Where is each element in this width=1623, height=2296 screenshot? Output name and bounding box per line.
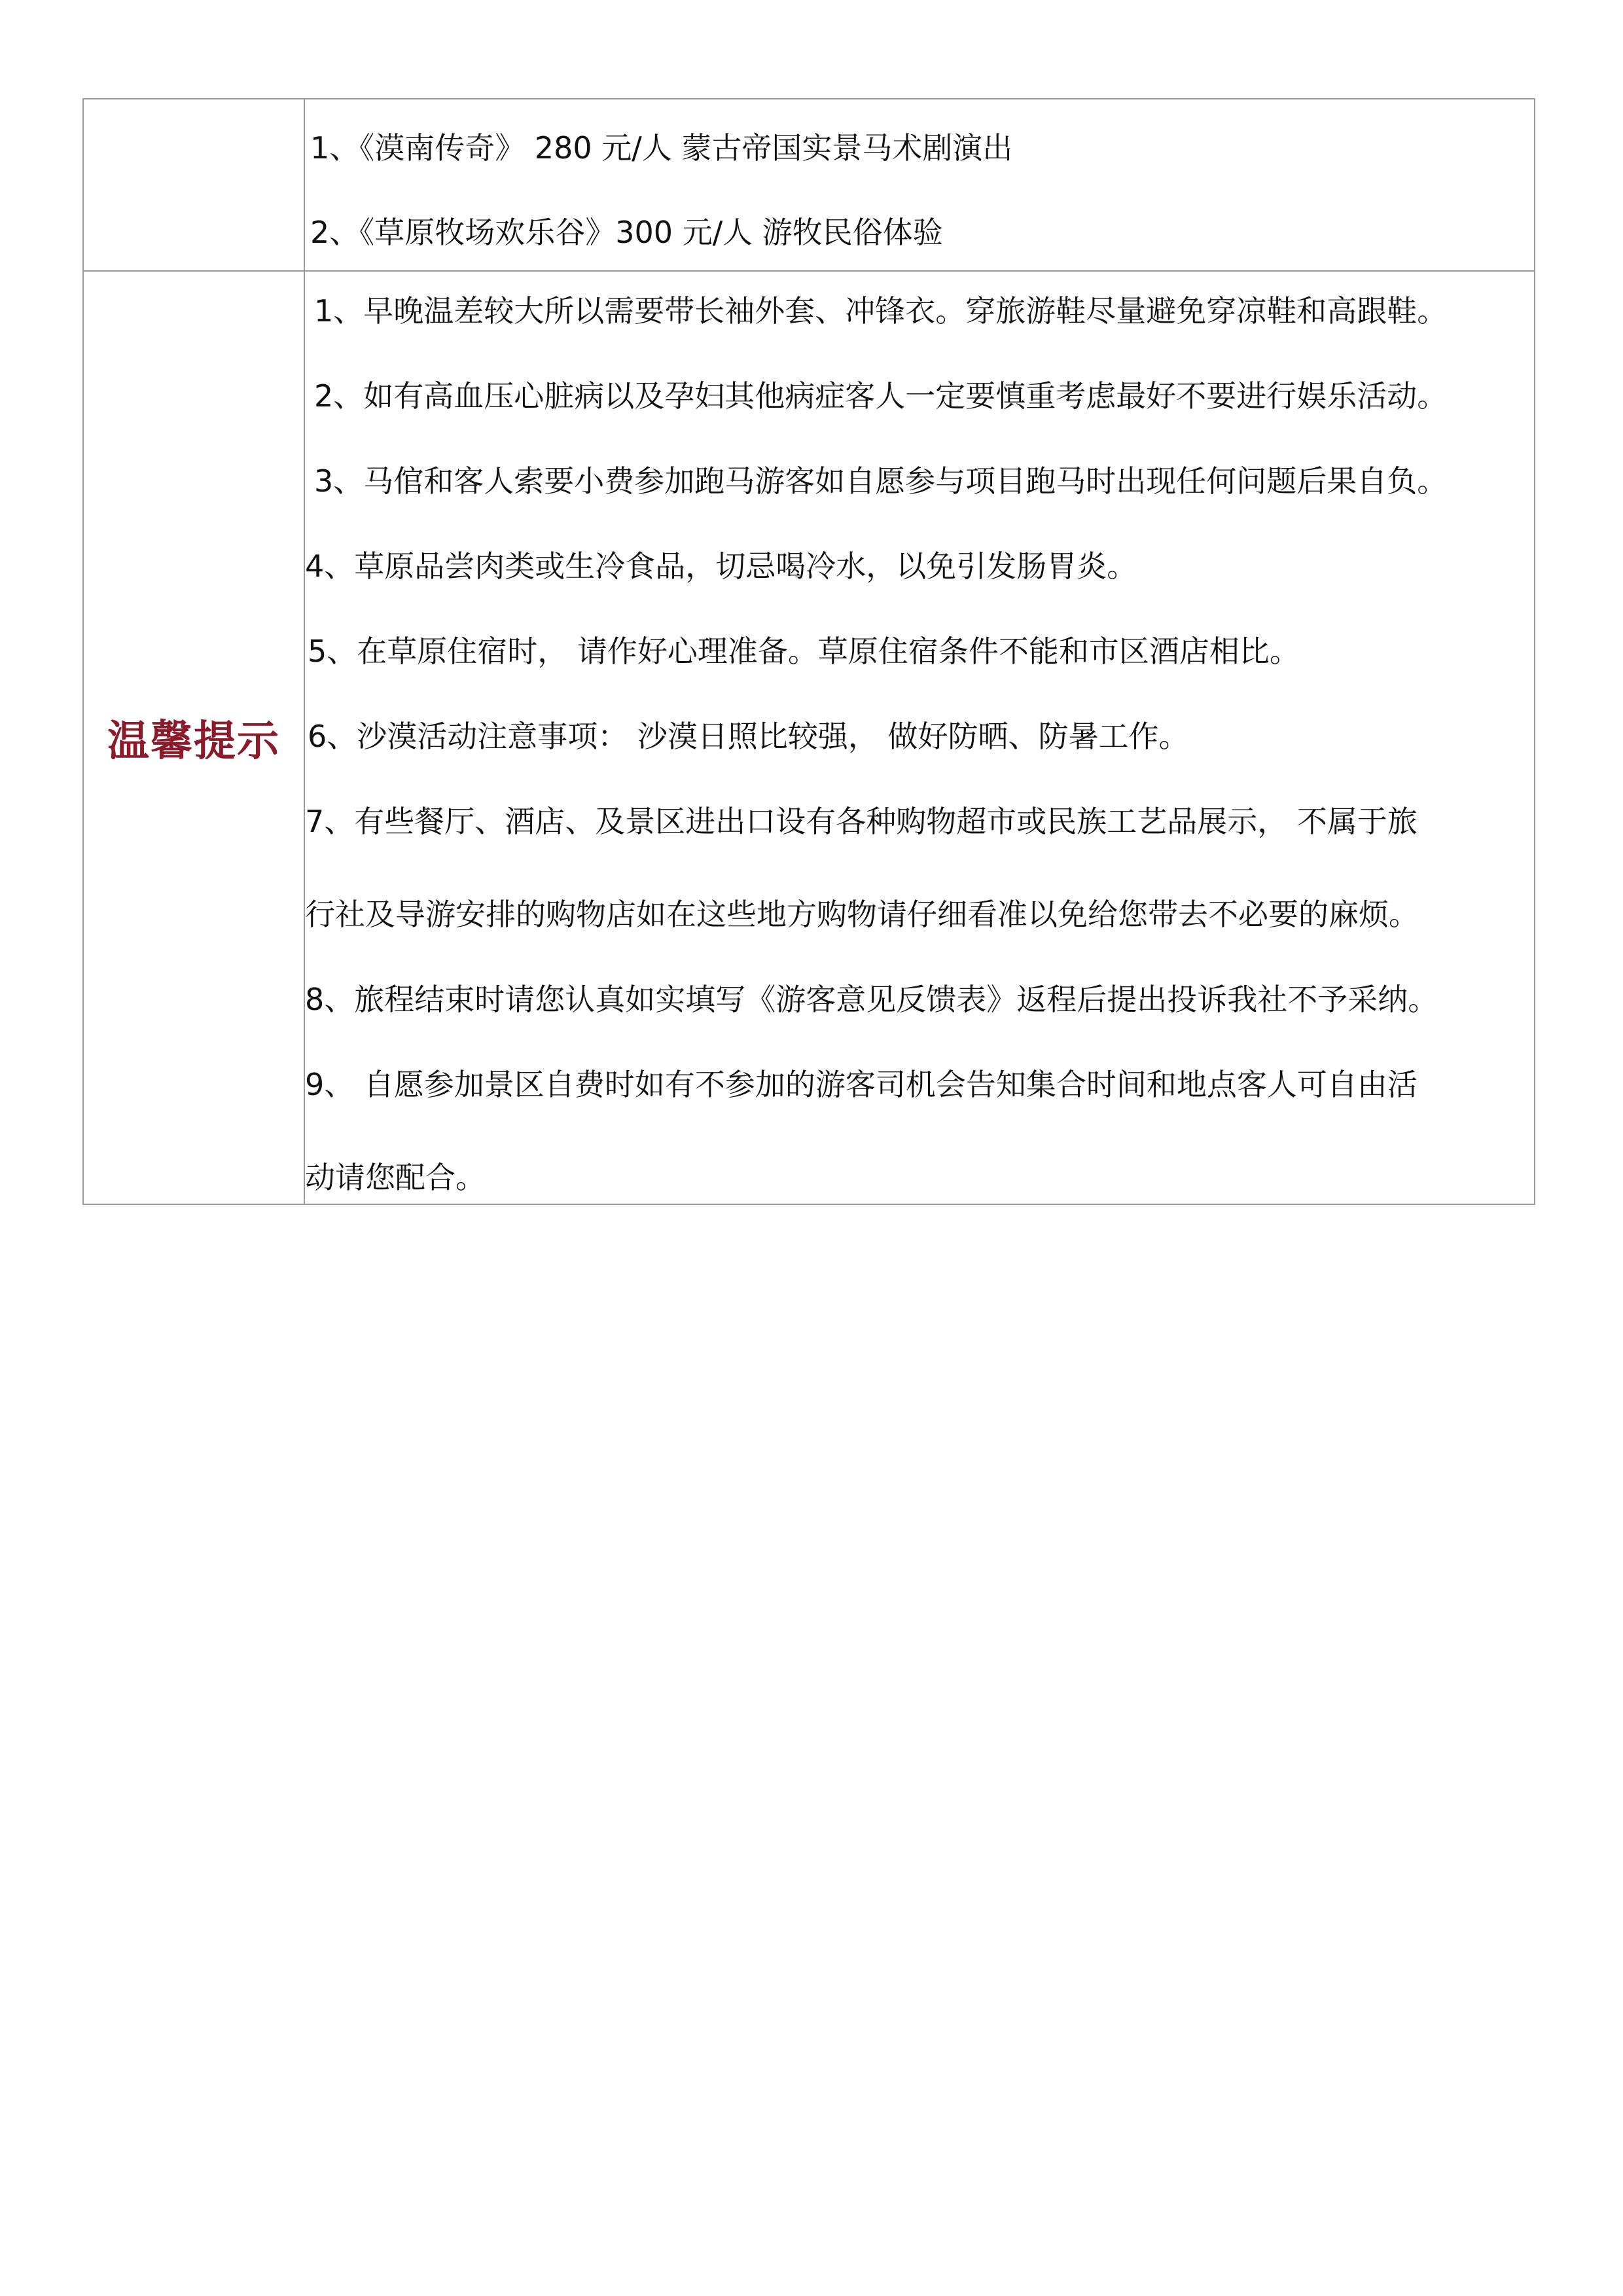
optional-activities-content-cell <box>304 99 1535 271</box>
tips-row <box>83 271 1535 1204</box>
info-table <box>82 98 1535 1205</box>
optional-activities-list <box>305 99 1534 252</box>
optional-activities-row <box>83 99 1535 271</box>
tip-item: 6、沙漠活动注意事项： 沙漠日照比较强， 做好防晒、防暑工作。 <box>308 719 1189 754</box>
tip-item: 1、早晚温差较大所以需要带长袖外套、冲锋衣。穿旅游鞋尽量避免穿凉鞋和高跟鞋。 <box>314 293 1448 329</box>
optional-activities-label-cell <box>83 99 304 271</box>
tip-item: 2、如有高血压心脏病以及孕妇其他病症客人一定要慎重考虑最好不要进行娱乐活动。 <box>314 378 1448 414</box>
optional-item: 1、《漠南传奇》 280 元/人 蒙古帝国实景马术剧演出 <box>310 130 1013 166</box>
tip-item-line: 行社及导游安排的购物店如在这些地方购物请仔细看准以免给您带去不必要的麻烦。 <box>305 897 1419 932</box>
tip-item: 8、旅程结束时请您认真如实填写《游客意见反馈表》返程后提出投诉我社不予采纳。 <box>305 982 1438 1017</box>
tip-item: 5、在草原住宿时， 请作好心理准备。草原住宿条件不能和市区酒店相比。 <box>308 634 1300 669</box>
tips-title: 温馨提示 <box>107 717 280 766</box>
tip-item: 4、草原品尝肉类或生冷食品，切忌喝冷水，以免引发肠胃炎。 <box>305 548 1137 584</box>
tip-item-line: 7、有些餐厅、酒店、及景区进出口设有各种购物超市或民族工艺品展示， 不属于旅 <box>305 804 1418 839</box>
optional-item: 2、《草原牧场欢乐谷》300 元/人 游牧民俗体验 <box>310 215 943 250</box>
tip-item-wrapped <box>305 1065 1534 1197</box>
tips-list <box>305 272 1534 1197</box>
tip-item-line: 动请您配合。 <box>305 1160 486 1195</box>
tip-item-line: 9、 自愿参加景区自费时如有不参加的游客司机会告知集合时间和地点客人可自由活 <box>305 1067 1418 1102</box>
tip-item-wrapped <box>305 802 1534 934</box>
tip-item: 3、马倌和客人索要小费参加跑马游客如自愿参与项目跑马时出现任何问题后果自负。 <box>314 463 1448 499</box>
tips-content-cell <box>304 271 1535 1204</box>
tips-label-cell <box>83 271 304 1204</box>
